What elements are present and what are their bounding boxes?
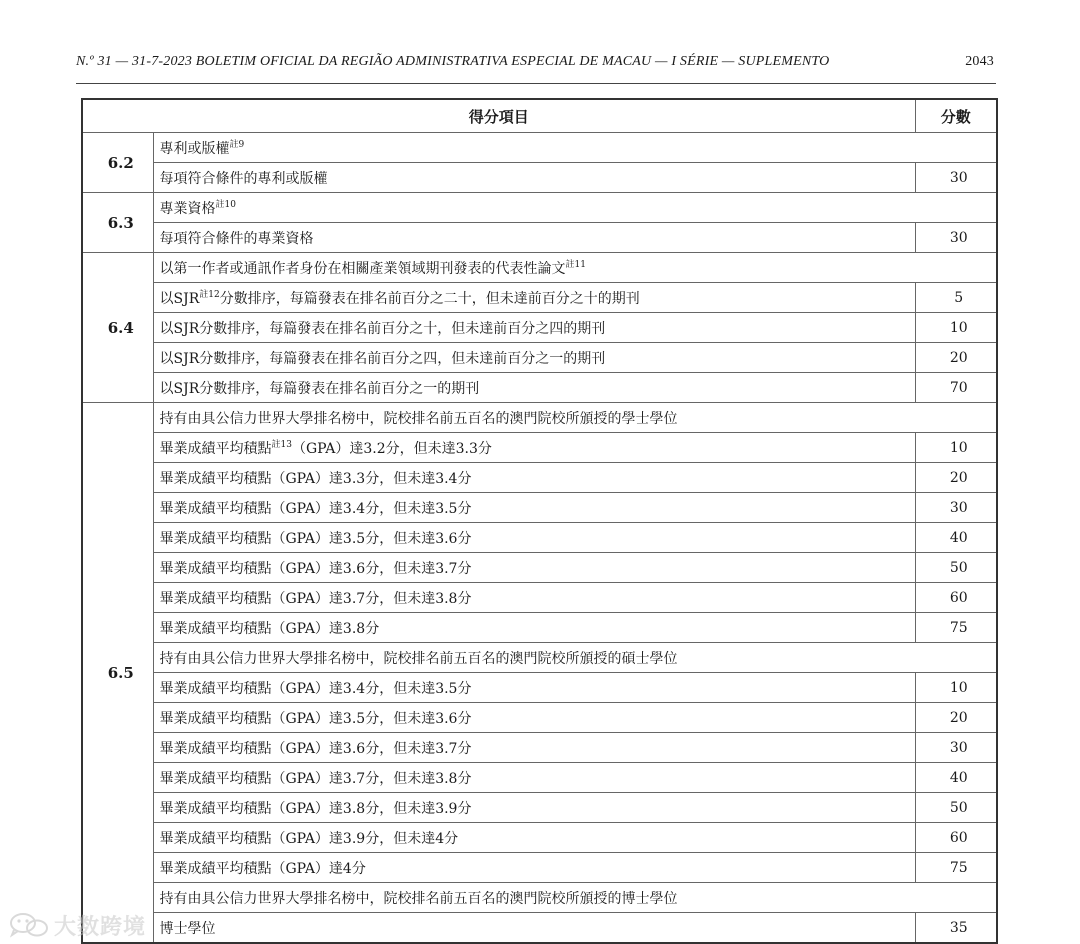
table-row: [82, 283, 997, 313]
row-score: 20: [915, 343, 997, 373]
bulletin-header-text: N.º 31 — 31-7-2023 BOLETIM OFICIAL DA REGIÃO ADMINISTRATIVA ESPECIAL DE MACAU — I SÉRIE — SUPLEMENTO: [76, 54, 830, 69]
scoring-table: [81, 98, 998, 944]
table-row: [82, 853, 997, 883]
table-row: [82, 913, 997, 944]
section-title: 持有由具公信力世界大學排名榜中，院校排名前五百名的澳門院校所頒授的學士學位: [153, 403, 997, 433]
row-text: 畢業成績平均積點（GPA）達3.7分，但未達3.8分: [153, 583, 915, 613]
section-code: 6.5: [82, 403, 153, 944]
table-row: [82, 733, 997, 763]
table-row: [82, 223, 997, 253]
table-row: [82, 463, 997, 493]
row-score: 10: [915, 313, 997, 343]
table-row: [82, 823, 997, 853]
row-text: 以SJR分數排序，每篇發表在排名前百分之十，但未達前百分之四的期刊: [153, 313, 915, 343]
section-title-row: [82, 883, 997, 913]
row-text: 畢業成績平均積點（GPA）達4分: [153, 853, 915, 883]
footnote-ref: 註13: [271, 439, 292, 450]
row-text: 畢業成績平均積點（GPA）達3.5分，但未達3.6分: [153, 523, 915, 553]
row-score: 30: [915, 163, 997, 193]
section-code: 6.2: [82, 133, 153, 193]
row-text: 每項符合條件的專業資格: [153, 223, 915, 253]
section-code: 6.3: [82, 193, 153, 253]
row-score: 35: [915, 913, 997, 944]
table-header-row: [82, 99, 997, 133]
row-score: 10: [915, 673, 997, 703]
section-title-row: [82, 133, 997, 163]
header-item: 得分項目: [82, 99, 915, 133]
footnote-ref: 註10: [215, 199, 236, 210]
row-score: 30: [915, 493, 997, 523]
row-text: 畢業成績平均積點（GPA）達3.4分，但未達3.5分: [153, 673, 915, 703]
table-row: [82, 163, 997, 193]
row-text: 博士學位: [153, 913, 915, 944]
row-text: 畢業成績平均積點（GPA）達3.8分，但未達3.9分: [153, 793, 915, 823]
table-row: [82, 343, 997, 373]
table-row: [82, 553, 997, 583]
row-text: 畢業成績平均積點（GPA）達3.3分，但未達3.4分: [153, 463, 915, 493]
header-score: 分數: [915, 99, 997, 133]
row-score: 50: [915, 793, 997, 823]
watermark-text: 大数跨境: [54, 914, 147, 940]
footnote-ref: 註12: [199, 289, 220, 300]
table-row: [82, 313, 997, 343]
table-row: [82, 793, 997, 823]
row-text: 畢業成績平均積點（GPA）達3.8分: [153, 613, 915, 643]
section-title-row: [82, 643, 997, 673]
header-divider: [76, 83, 996, 84]
section-title-row: [82, 193, 997, 223]
row-text: 畢業成績平均積點（GPA）達3.7分，但未達3.8分: [153, 763, 915, 793]
section-title: 專業資格$^{註10}$: [153, 193, 997, 223]
footnote-ref: 註9: [229, 139, 245, 150]
row-text: 畢業成績平均積點（GPA）達3.4分，但未達3.5分: [153, 493, 915, 523]
row-text: 以SJR分數排序，每篇發表在排名前百分之四，但未達前百分之一的期刊: [153, 343, 915, 373]
row-score: 50: [915, 553, 997, 583]
row-text: 每項符合條件的專利或版權: [153, 163, 915, 193]
row-text: 畢業成績平均積點（GPA）達3.9分，但未達4分: [153, 823, 915, 853]
table-row: [82, 673, 997, 703]
row-score: 5: [915, 283, 997, 313]
page-number: 2043: [965, 54, 994, 69]
table-row: [82, 373, 997, 403]
row-score: 75: [915, 613, 997, 643]
row-text: 畢業成績平均積點（GPA）達3.5分，但未達3.6分: [153, 703, 915, 733]
table-row: [82, 763, 997, 793]
section-title-row: [82, 253, 997, 283]
table-row: [82, 583, 997, 613]
table-row: [82, 493, 997, 523]
row-score: 40: [915, 523, 997, 553]
section-title: 持有由具公信力世界大學排名榜中，院校排名前五百名的澳門院校所頒授的碩士學位: [153, 643, 997, 673]
row-text: 以SJR$^{註12}$分數排序，每篇發表在排名前百分之二十，但未達前百分之十的期刊: [153, 283, 915, 313]
row-score: 75: [915, 853, 997, 883]
row-text: 畢業成績平均積點（GPA）達3.6分，但未達3.7分: [153, 733, 915, 763]
page-header: [76, 54, 996, 76]
row-score: 70: [915, 373, 997, 403]
section-title: 持有由具公信力世界大學排名榜中，院校排名前五百名的澳門院校所頒授的博士學位: [153, 883, 997, 913]
row-score: 30: [915, 223, 997, 253]
row-text: 畢業成績平均積點$^{註13}$（GPA）達3.2分，但未達3.3分: [153, 433, 915, 463]
row-text: 畢業成績平均積點（GPA）達3.6分，但未達3.7分: [153, 553, 915, 583]
section-title: 專利或版權$^{註9}$: [153, 133, 997, 163]
row-score: 60: [915, 823, 997, 853]
row-score: 30: [915, 733, 997, 763]
row-score: 10: [915, 433, 997, 463]
table-row: [82, 523, 997, 553]
section-title: 以第一作者或通訊作者身份在相關產業領域期刊發表的代表性論文$^{註11}$: [153, 253, 997, 283]
row-score: 40: [915, 763, 997, 793]
table-row: [82, 433, 997, 463]
table-row: [82, 703, 997, 733]
watermark: [8, 908, 146, 942]
section-code: 6.4: [82, 253, 153, 403]
row-score: 20: [915, 463, 997, 493]
wechat-logo-icon: [8, 911, 52, 939]
table-row: [82, 613, 997, 643]
section-title-row: [82, 403, 997, 433]
row-text: 以SJR分數排序，每篇發表在排名前百分之一的期刊: [153, 373, 915, 403]
row-score: 60: [915, 583, 997, 613]
row-score: 20: [915, 703, 997, 733]
footnote-ref: 註11: [565, 259, 586, 270]
